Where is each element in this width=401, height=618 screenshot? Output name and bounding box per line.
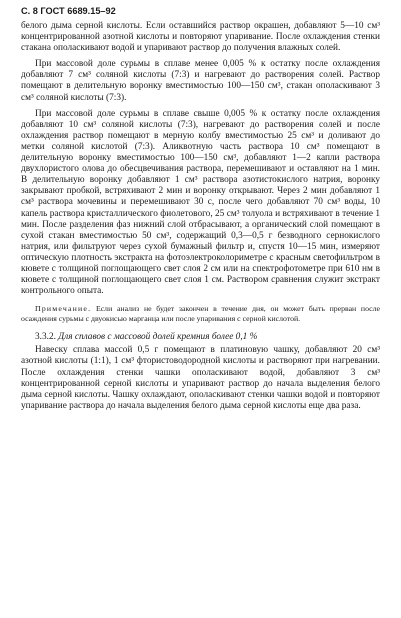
standard-number: ГОСТ 6689.15–92 bbox=[40, 6, 116, 16]
paragraph-high-antimony: При массовой доле сурьмы в сплаве свыше 0,005 % к остатку после охлаждения добавляют 10 см³ соляной кислоты (7:3), нагревают до растворения солей и после охлаждения раствор помещают в мерную колбу вместимостью 25 см³ и доливают до метки соляной кислотой (7:3). Аликвотную часть раствора 10 см³ помещают в делительную воронку вместимостью 100—150 см³, добавляют 1—2 капли раствора двухлористого олова до обесцвечивания раствора, перемешивают и оставляют на 1 мин. В делительную воронку добавляют 1 см³ раствора азотистокислого натрия, воронку закрывают пробкой, встряхивают 2 мин и воронку открывают. Через 2 мин добавляют 1 см³ раствора мочевины и перемешивают 30 с, после чего добавляют 70 см³ воды, 10 капель раствора кристаллического фиолетового, 25 см³ толуола и встряхивают в течение 1 мин. После разделения фаз нижний слой отбрасывают, а органический слой помещают в сухой стакан вместимостью 50 см³, содержащий 0,3—0,5 г безводного сернокислого натрия, или фильтруют через сухой бумажный фильтр и, спустя 10—15 мин, измеряют оптическую плотность экстракта на фотоэлектроколориметре с красным светофильтром в кювете с толщиной поглощающего свет слоя 2 см или на спектрофотометре при 610 нм в кювете с толщиной поглощающего свет слоя 1 см. Раствором сравнения служит экстракт контрольного опыта. bbox=[21, 108, 380, 297]
page-header bbox=[21, 6, 380, 17]
section-heading bbox=[21, 332, 380, 343]
paragraph-silicon-alloys: Навеску сплава массой 0,5 г помещают в платиновую чашку, добавляют 20 см³ азотной кислоты (1:1), 1 см³ фтористоводородной кислоты и растворяют при нагревании. После охлаждения стенки чашки ополаскивают водой, добавляют 3 см³ концентрированной серной кислоты и упаривают раствор до начала выделения белого дыма серной кислоты. Чашку охлаждают, ополаскивают стенки чашки водой и повторяют упаривание раствора до начала выделения белого дыма серной кислоты еще два раза. bbox=[21, 345, 380, 411]
paragraph-low-antimony: При массовой доле сурьмы в сплаве менее 0,005 % к остатку после охлаждения добавляют 7 см³ соляной кислоты (7:3) и нагревают до растворения солей. Раствор помещают в делительную воронку вместимостью 100—150 см³, стакан ополаскивают 3 см³ соляной кислоты (7:3). bbox=[21, 59, 380, 103]
section-number: 3.3.2. bbox=[35, 332, 56, 343]
note-label: Примечание. bbox=[35, 304, 92, 314]
note-text: Если анализ не будет закончен в течение дня, он может быть прерван после осаждения сурьмы с двуокисью марганца или после упаривания с серной кислотой. bbox=[21, 304, 380, 324]
page-number: С. 8 bbox=[21, 6, 38, 16]
note-block bbox=[21, 304, 380, 324]
paragraph-continuation: белого дыма серной кислоты. Если оставшийся раствор окрашен, добавляют 5—10 см³ концентрированной азотной кислоты и повторяют упаривание. После охлаждения стенки стакана ополаскивают водой и упаривают раствор до получения влажных солей. bbox=[21, 21, 380, 54]
section-title: Для сплавов с массовой долей кремния более 0,1 % bbox=[58, 332, 258, 343]
